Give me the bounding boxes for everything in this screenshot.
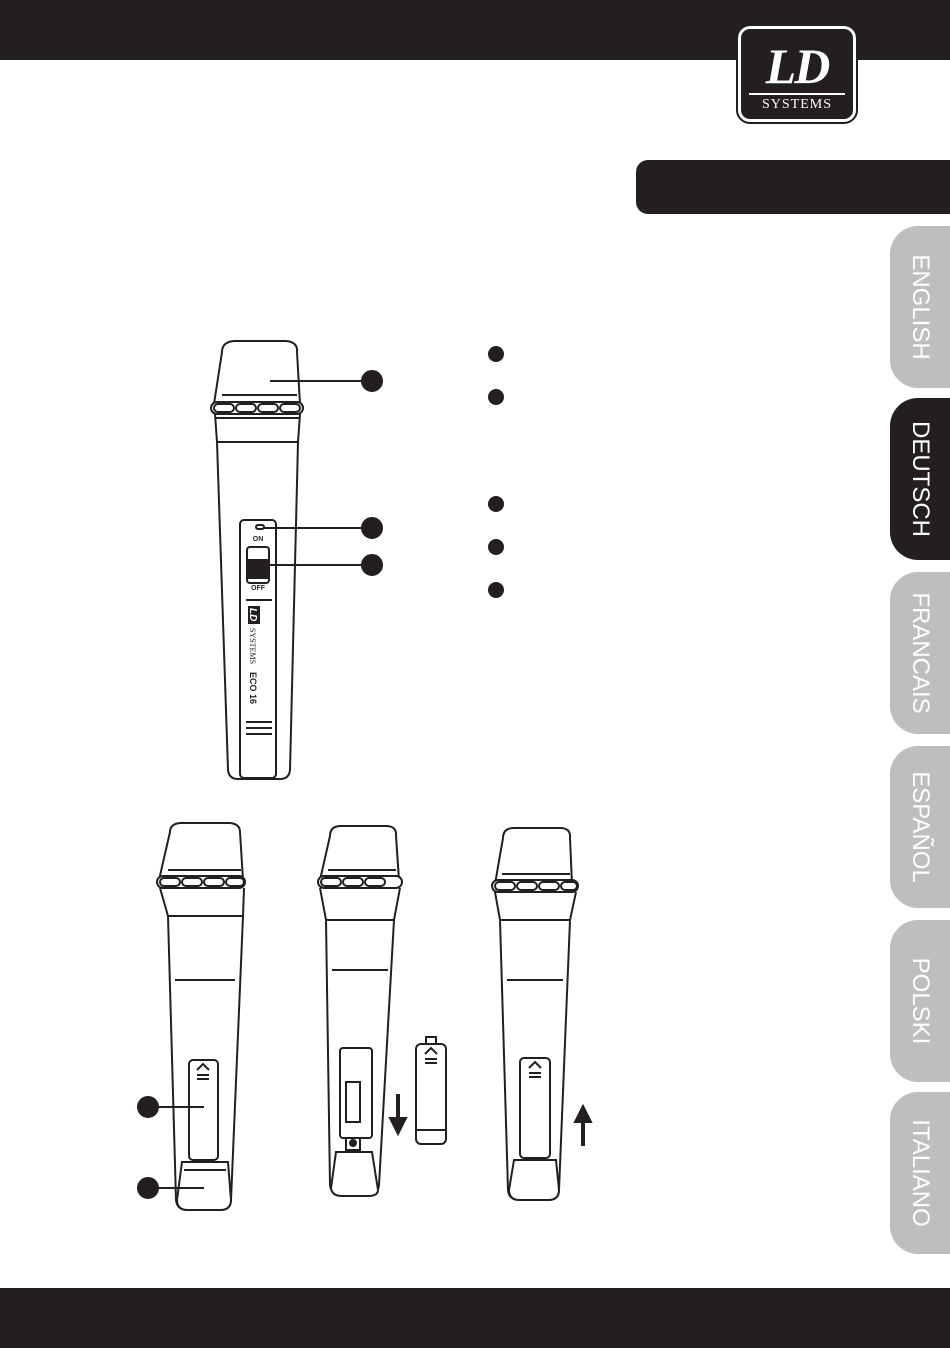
mic-label-model: ECO 16 [248,672,258,705]
tab-francais-label: FRANCAIS [907,592,934,714]
microphone-rear-view [157,823,245,1210]
logo-subtitle: SYSTEMS [749,93,845,113]
microphone-cover-close [492,828,591,1200]
callout-dot-1 [362,371,382,391]
logo-brand: LD [765,38,829,94]
mic-label-brand-sub: SYSTEMS [248,628,257,665]
switch-off-label: OFF [251,585,265,592]
callout-dot-3 [362,555,382,575]
main-microphone [211,341,303,779]
tab-italiano-label: ITALIANO [907,1119,934,1227]
callout-dot-4 [138,1097,158,1117]
mic-label-brand: LD [247,608,258,622]
footer-bar [0,1288,950,1348]
switch-on-label: ON [252,536,264,543]
callout-dot-2 [362,518,382,538]
tab-polski-label: POLSKI [907,957,934,1045]
tab-english-label: ENGLISH [907,254,934,360]
tab-espanol-label: ESPAÑOL [907,771,934,883]
microphone-battery-removal [318,826,446,1196]
tab-deutsch-label: DEUTSCH [907,420,934,537]
callout-dot-5 [138,1178,158,1198]
